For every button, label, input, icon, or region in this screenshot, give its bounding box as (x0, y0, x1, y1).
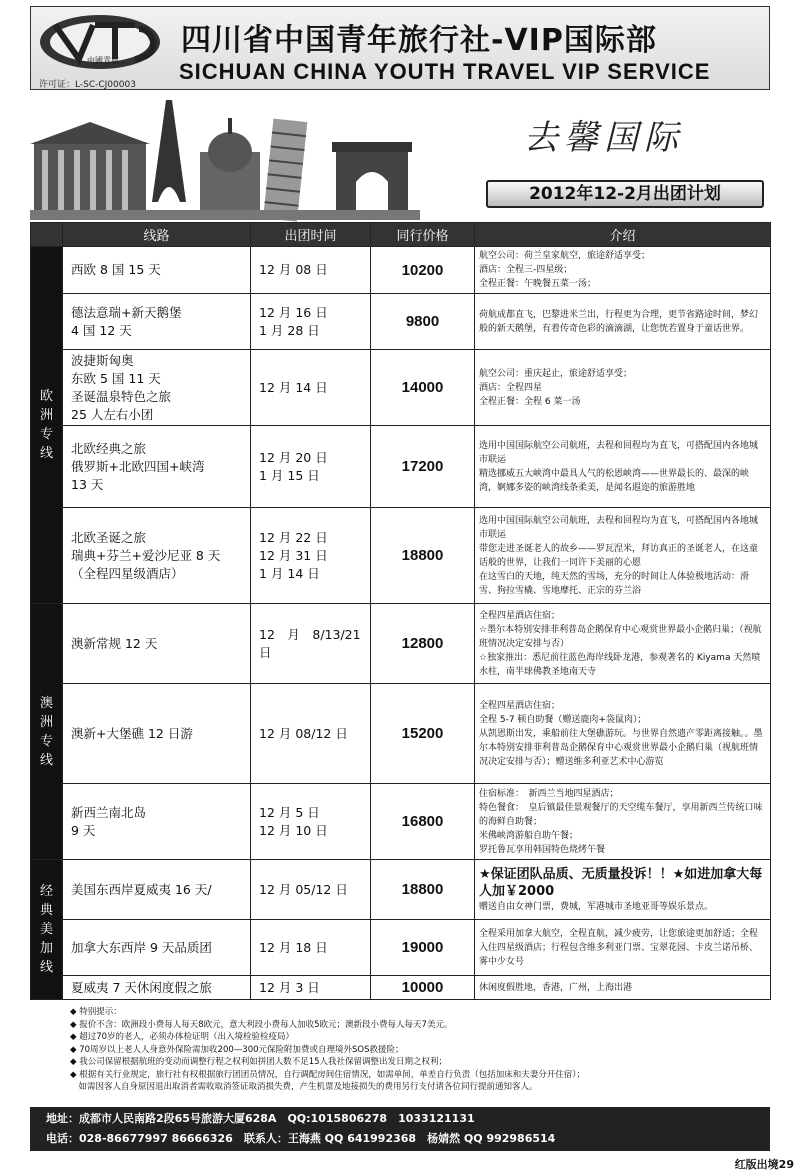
note-line: ◆ 我公司保留根据航班的变动而调整行程之权利如拼团人数不足15人我社保留调整出发日期之权利； (70, 1057, 448, 1067)
info-cell: 全程采用加拿大航空，全程直航，减少疲劳，让您旅途更加舒适；全程入住四星级酒店；行程包含维多利亚门票、宝翠花园、卡皮兰诺吊桥、雾中少女号 (475, 920, 771, 976)
footer-contact (30, 1107, 770, 1151)
table-row (31, 350, 771, 426)
info-cell: 全程四星酒店住宿； ☆墨尔本特别安排菲利普岛企鹅保育中心观赏世界最小企鹅归巢；（视航班情况决定安排与否） ☆独家推出：悉尼前往蓝色海岸线卧龙港，参观著名的 Kiyama 天然喷水柱，南半球佛教圣地南天寺 (475, 604, 771, 684)
landmarks-icon (30, 92, 430, 222)
route-cell: 北欧圣诞之旅 瑞典+芬兰+爱沙尼亚 8 天 （全程四星级酒店） (63, 508, 251, 604)
route-cell: 美国东西岸夏威夷 16 天/ (63, 860, 251, 920)
date-cell: 12 月 16 日 1 月 28 日 (251, 294, 371, 350)
info-cell: 休闲度假胜地，香港，广州，上海出港 (475, 976, 771, 1000)
date-cell: 12 月 18 日 (251, 920, 371, 976)
table-row (31, 784, 771, 860)
date-cell: 12 月 20 日 1 月 15 日 (251, 426, 371, 508)
table-row (31, 976, 771, 1000)
note-line: ◆ 特别提示： (70, 1007, 122, 1017)
route-cell: 波捷斯匈奥 东欧 5 国 11 天 圣诞温泉特色之旅 25 人左右小团 (63, 350, 251, 426)
contact-2: 杨婧然 QQ 992986514 (427, 1132, 556, 1145)
route-cell: 德法意瑞+新天鹅堡 4 国 12 天 (63, 294, 251, 350)
plan-title: 2012年12-2月出团计划 (486, 180, 764, 208)
note-line: ◆ 超过70岁的老人，必须办体检证明（出入境检验检疫局） (70, 1032, 295, 1042)
footer-phone-line: 电话：028-86677997 86666326 联系人：王海燕 QQ 641992368 杨婧然 QQ 992986514 (46, 1132, 556, 1145)
route-cell: 澳新+大堡礁 12 日游 (63, 684, 251, 784)
price-cell: 9800 (371, 294, 475, 350)
info-cell: 荷航成都直飞，巴黎进米兰出，行程更为合理，更节省路途时间，梦幻般的新天鹅堡，有着传奇色彩的滴滴湖，让您恍若置身于童话世界。 (475, 294, 771, 350)
date-cell: 12 月 3 日 (251, 976, 371, 1000)
date-cell: 12 月 08/12 日 (251, 684, 371, 784)
note-line: ◆ 70周岁以上老人人身意外保险需加收200—300元保险附加费或自理境外SOS救援险； (70, 1044, 404, 1055)
header-route: 线路 (63, 223, 251, 247)
price-cell: 18800 (371, 508, 475, 604)
header-blank (31, 223, 63, 247)
qq-numbers: 1015806278 1033121131 (310, 1112, 475, 1125)
logo-text: 中國青旅 (87, 56, 119, 65)
page-subtitle: SICHUAN CHINA YOUTH TRAVEL VIP SERVICE (179, 59, 711, 84)
date-cell: 12 月 08 日 (251, 247, 371, 294)
route-cell: 澳新常规 12 天 (63, 604, 251, 684)
table-row (31, 508, 771, 604)
info-cell: 全程四星酒店住宿； 全程 5-7 顿自助餐（赠送鹿肉+袋鼠肉）； 从凯恩斯出发，乘船前往大堡礁游玩。与世界自然遗产零距离接触。。墨尔本特别安排菲利普岛企鹅保育中心观赏世界最小企鹅归巢（视航班情况决定安排与否）；赠送维多利亚艺术中心游览 (475, 684, 771, 784)
route-cell: 加拿大东西岸 9 天品质团 (63, 920, 251, 976)
price-cell: 15200 (371, 684, 475, 784)
note-line: ◆ 根据有关行业规定，旅行社有权根据旅行团团员情况，自行调配房间住宿情况，如需单间，单差自行负责（包括加床和夫妻分开住宿）； (70, 1069, 585, 1080)
contact-1: 王海燕 QQ 641992368 (287, 1132, 417, 1145)
footer-address-line: 地址：成都市人民南路2段65号旅游大厦628A QQ:1015806278 1033121131 (46, 1112, 475, 1125)
price-cell: 10000 (371, 976, 475, 1000)
price-cell: 19000 (371, 920, 475, 976)
price-cell: 14000 (371, 350, 475, 426)
info-cell: ★保证团队品质、无质量投诉！！★如进加拿大每人加￥2000 赠送自由女神门票，费城，军港城市圣地亚哥等娱乐景点。 (475, 860, 771, 920)
page-number: 红版出境29 (734, 1158, 794, 1171)
date-cell: 12 月 22 日 12 月 31 日 1 月 14 日 (251, 508, 371, 604)
table-row (31, 604, 771, 684)
license-number: 许可证：L-SC-CJ00003 (39, 80, 136, 90)
table-row (31, 860, 771, 920)
route-cell: 西欧 8 国 15 天 (63, 247, 251, 294)
note-line: 如需因客人自身原因退出取消者需收取消签证取消损失费，产生机票及地接损失的费用另行支付请各位同行提前通知客人。 (70, 1082, 538, 1092)
info-cell: 航空公司：重庆起止，旅途舒适享受； 酒店：全程四星 全程正餐：全程 6 菜一汤 (475, 350, 771, 426)
header-date: 出团时间 (251, 223, 371, 247)
route-cell: 北欧经典之旅 俄罗斯+北欧四国+峡湾 13 天 (63, 426, 251, 508)
table-row (31, 920, 771, 976)
table-header-row (31, 223, 771, 247)
date-cell: 12 月 8/13/21 日 (251, 604, 371, 684)
price-cell: 18800 (371, 860, 475, 920)
price-cell: 17200 (371, 426, 475, 508)
category-australia: 澳 洲 专 线 (31, 604, 63, 860)
page-title: 四川省中国青年旅行社-VIP国际部 (181, 23, 657, 58)
price-cell: 12800 (371, 604, 475, 684)
category-america: 经 典 美 加 线 (31, 860, 63, 1000)
table-row (31, 684, 771, 784)
price-cell: 10200 (371, 247, 475, 294)
price-cell: 16800 (371, 784, 475, 860)
header (30, 6, 770, 90)
cyts-logo-icon (35, 11, 165, 73)
date-cell: 12 月 14 日 (251, 350, 371, 426)
header-intro: 介绍 (475, 223, 771, 247)
table-row (31, 247, 771, 294)
info-cell: 选用中国国际航空公司航班，去程和回程均为直飞，可搭配国内各地城市联运 精选挪威五大峡湾中最具人气的松恩峡湾——世界最长的、最深的峡湾，婀娜多姿的峡湾线条柔美，是闻名遐迩的旅游胜地 (475, 426, 771, 508)
category-europe: 欧 洲 专 线 (31, 247, 63, 604)
note-line: ◆ 报价不含：欧洲段小费每人每天8欧元，意大利段小费每人加收5欧元；澳新段小费每人每天7美元。 (70, 1019, 453, 1030)
phone: 028-86677997 86666326 (79, 1132, 233, 1145)
info-cell: 住宿标准： 新西兰当地四星酒店； 特色餐食： 皇后镇最佳景观餐厅的天空缆车餐厅，享用新西兰传统口味的海鲜自助餐； 米佛峡湾游船自助午餐； 罗托鲁瓦享用韩国特色烧烤午餐 (475, 784, 771, 860)
info-cell: 选用中国国际航空公司航班，去程和回程均为直飞，可搭配国内各地城市联运 带您走进圣诞老人的故乡——罗瓦涅米，拜访真正的圣诞老人，在这童话般的世界，让我们一同许下美丽的心愿 在这雪白的天地，纯天然的雪场，充分的时间让人体验极地活动：滑雪、狗拉雪橇、雪地摩托、正宗的芬兰浴 (475, 508, 771, 604)
highlight-text: ★保证团队品质、无质量投诉！！★如进加拿大每人加￥2000 (479, 866, 763, 899)
info-cell: 航空公司：荷兰皇家航空，旅途舒适享受； 酒店：全程三-四星级； 全程正餐：午晚餐五菜一汤； (475, 247, 771, 294)
banner (30, 92, 770, 222)
table-row (31, 294, 771, 350)
date-cell: 12 月 05/12 日 (251, 860, 371, 920)
tour-table (30, 222, 771, 1000)
header-price: 同行价格 (371, 223, 475, 247)
table-row (31, 426, 771, 508)
route-cell: 新西兰南北岛 9 天 (63, 784, 251, 860)
route-cell: 夏威夷 7 天休闲度假之旅 (63, 976, 251, 1000)
brand-logo: 去馨国际 (524, 118, 684, 158)
address: 成都市人民南路2段65号旅游大厦628A (79, 1112, 277, 1125)
date-cell: 12 月 5 日 12 月 10 日 (251, 784, 371, 860)
notes (70, 1006, 770, 1094)
